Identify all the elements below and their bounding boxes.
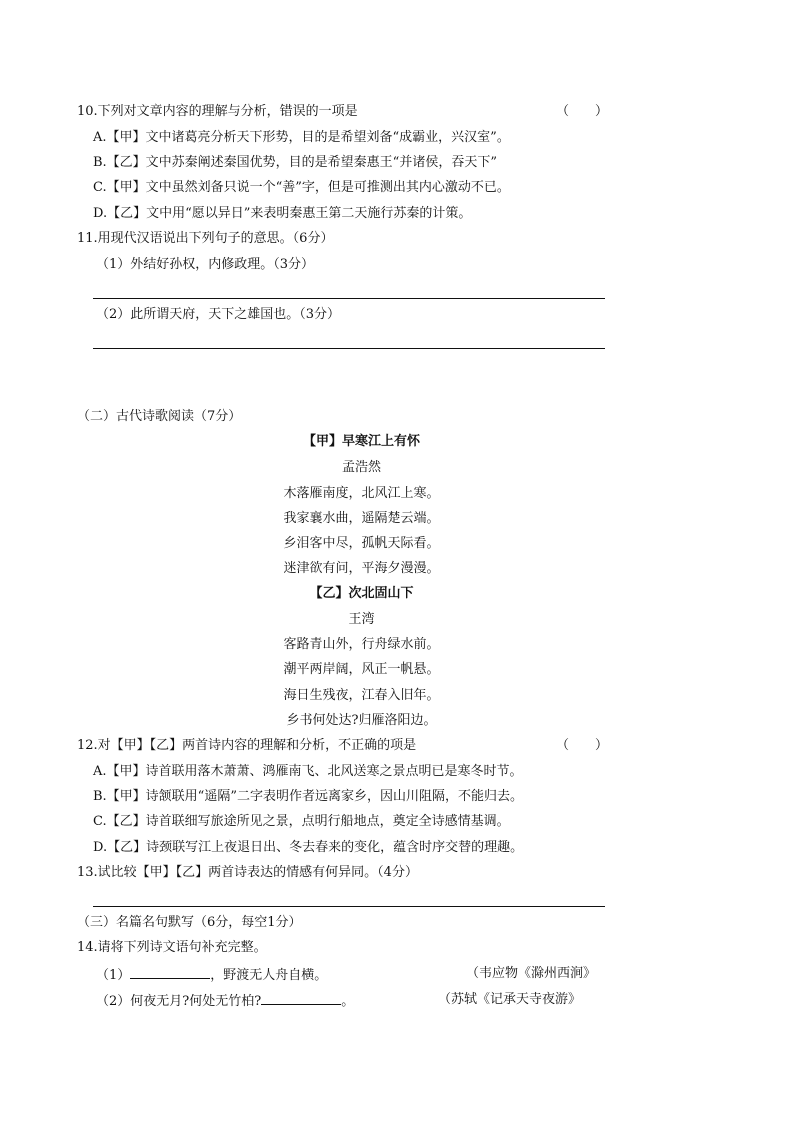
poem-a-line-3: 乡泪客中尽，孤帆天际看。 (283, 536, 440, 551)
q11-stem: 11.用现代汉语说出下列句子的意思。（6分） (77, 231, 334, 246)
poem-b-line-3: 海日生残夜，江春入旧年。 (283, 688, 440, 703)
q14-item-1-prefix: （1） (96, 968, 131, 983)
q13-answer-line[interactable] (93, 906, 605, 907)
q10-option-a: A.【甲】文中诸葛亮分析天下形势，目的是希望刘备“成霸业，兴汉室”。 (93, 130, 510, 145)
poem-a-line-4: 迷津欲有问，平海夕漫漫。 (283, 561, 440, 576)
q10-option-b: B.【乙】文中苏秦阐述秦国优势，目的是希望秦惠王“并诸侯，吞天下” (93, 155, 497, 170)
q11-answer-line-1[interactable] (93, 298, 605, 299)
poem-b-line-4: 乡书何处达?归雁洛阳边。 (286, 713, 437, 728)
q12-answer-paren[interactable]: （ ） (556, 738, 609, 753)
q11-item-1: （1）外结好孙权，内修政理。（3分） (96, 257, 315, 272)
q14-item-2-text: （2）何夜无月?何处无竹柏? (96, 994, 262, 1009)
q12-option-c: C.【乙】诗首联细写旅途所见之景，点明行船地点，奠定全诗感情基调。 (93, 814, 510, 829)
q12-option-b: B.【甲】诗颔联用“遥隔”二字表明作者远离家乡，因山川阻隔，不能归去。 (93, 789, 523, 804)
poem-a-line-1: 木落雁南度，北风江上寒。 (283, 486, 440, 501)
poem-b-title: 【乙】次北固山下 (309, 586, 414, 601)
poem-a-line-2: 我家襄水曲，遥隔楚云端。 (283, 511, 440, 526)
q14-item-2-source: （苏轼《记承天寺夜游》 (438, 992, 582, 1007)
section3-heading: （三）名篇名句默写（6分，每空1分） (77, 915, 302, 930)
poem-a-author: 孟浩然 (341, 460, 381, 475)
q14-blank-1[interactable] (130, 966, 210, 979)
q14-stem: 14.请将下列诗文语句补充完整。 (77, 940, 267, 955)
q13-stem: 13.试比较【甲】【乙】两首诗表达的情感有何异同。（4分） (77, 865, 418, 880)
poem-b-author: 王湾 (348, 612, 375, 627)
q10-answer-paren[interactable]: （ ） (556, 104, 609, 119)
q10-option-c: C.【甲】文中虽然刘备只说一个“善”字，但是可推测出其内心激动不已。 (93, 180, 510, 195)
q11-answer-line-2[interactable] (93, 348, 605, 349)
q14-item-1 (96, 966, 327, 984)
q12-stem: 12.对【甲】【乙】两首诗内容的理解和分析，不正确的项是 (77, 738, 417, 753)
q12-option-d: D.【乙】诗颈联写江上夜退日出、冬去春来的变化，蕴含时序交替的理趣。 (93, 840, 524, 855)
q10-stem: 10.下列对文章内容的理解与分析，错误的一项是 (77, 104, 358, 119)
poem-a-title: 【甲】早寒江上有怀 (302, 434, 420, 449)
q12-option-a: A.【甲】诗首联用落木萧萧、鸿雁南飞、北风送寒之景点明已是寒冬时节。 (93, 764, 523, 779)
q14-item-1-source: （韦应物《滁州西涧》 (466, 966, 597, 981)
q11-item-2: （2）此所谓天府，天下之雄国也。（3分） (96, 307, 341, 322)
q10-option-d: D.【乙】文中用“愿以异日”来表明秦惠王第二天施行苏秦的计策。 (93, 206, 472, 221)
q14-item-1-text: ，野渡无人舟自横。 (210, 968, 328, 983)
q14-item-2 (96, 992, 354, 1010)
poem-b-line-1: 客路青山外，行舟绿水前。 (283, 637, 440, 652)
poem-b-line-2: 潮平两岸阔，风正一帆悬。 (283, 662, 440, 677)
q14-item-2-suffix: 。 (341, 994, 355, 1009)
section2-heading: （二）古代诗歌阅读（7分） (77, 409, 242, 424)
q14-blank-2[interactable] (261, 992, 341, 1005)
